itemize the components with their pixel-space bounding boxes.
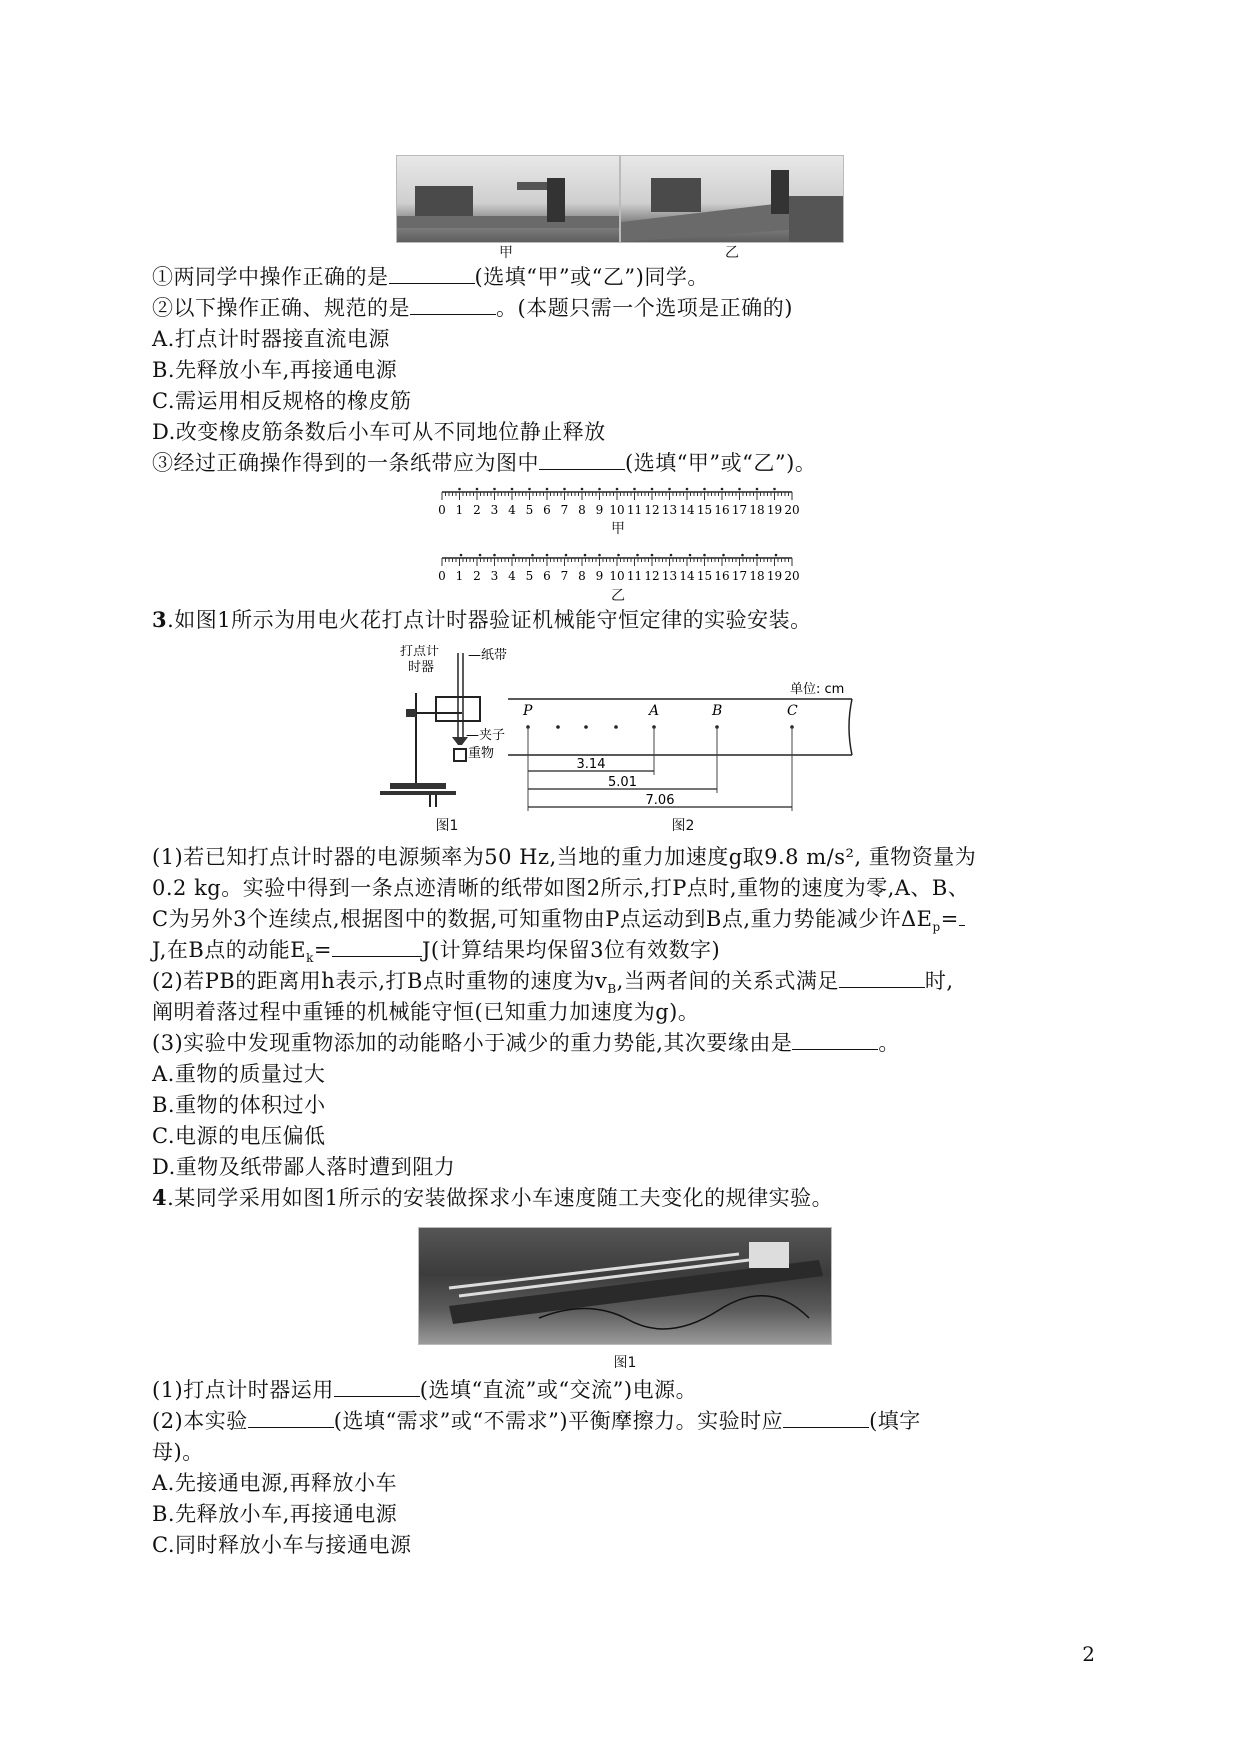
- tape-dot: [651, 554, 654, 557]
- answer-blank[interactable]: [410, 294, 496, 315]
- fig1-tape-label: —纸带: [468, 648, 508, 663]
- answer-blank[interactable]: [783, 1407, 869, 1428]
- tape-tick-label: 17: [731, 569, 748, 583]
- tape-dot: [651, 488, 654, 491]
- tape-tick-label: 2: [473, 503, 481, 517]
- tape-tick-label: 16: [714, 569, 730, 583]
- fig1-weight-label: 重物: [468, 746, 495, 761]
- q3-p2-l1: (2)若PB的距离用h表示,打B点时重物的速度为$v_B$,当两者间的关系式满足 时,: [152, 969, 954, 997]
- tape-tick-label: 9: [595, 503, 604, 517]
- paper-tapes: [436, 482, 806, 598]
- tape-tick-label: 10: [609, 569, 625, 583]
- tape-dot: [741, 554, 744, 557]
- q4-p2: (2)本实验 (选填“需求”或“不需求”)平衡摩擦力。实验时应 (填字: [152, 1409, 921, 1433]
- tape-dot: [528, 488, 531, 491]
- q4-option-b: B.先释放小车,再接通电源: [152, 1502, 398, 1526]
- q4-fig-caption: 图1: [613, 1355, 637, 1371]
- fig2-point-label-a: A: [649, 703, 660, 719]
- tape-tick-label: 2: [473, 569, 481, 583]
- tape-dot: [703, 488, 706, 491]
- tape-dot: [476, 488, 479, 491]
- answer-blank[interactable]: [539, 449, 625, 470]
- tape-dot: [668, 488, 671, 491]
- tape-dot: [458, 488, 461, 491]
- tape-dot: [563, 488, 566, 491]
- tape-dot: [531, 554, 534, 557]
- q3-p1-l2: 0.2 kg。实验中得到一条点迹清晰的纸带如图2所示,打P点时,重物的速度为零,A、B、: [152, 876, 970, 900]
- tape-dot: [584, 554, 587, 557]
- tape-tick-label: 15: [696, 503, 713, 517]
- tape-dot: [756, 488, 759, 491]
- tape-dot: [686, 488, 689, 491]
- fig2-dot: [614, 725, 618, 729]
- tape-tick-label: 11: [626, 503, 643, 517]
- tape-tick-label: 15: [696, 569, 713, 583]
- fig2-dot: [556, 725, 560, 729]
- q2-line1: ①两同学中操作正确的是 (选填“甲”或“乙”)同学。: [152, 265, 709, 289]
- answer-blank[interactable]: [792, 1029, 878, 1050]
- answer-blank[interactable]: [332, 936, 422, 957]
- tape-tick-label: 14: [679, 503, 695, 517]
- tape-tick-label: 1: [455, 569, 464, 583]
- fig2-point-label-c: C: [787, 703, 798, 719]
- tape-dot: [546, 488, 549, 491]
- tape-dot: [460, 554, 463, 557]
- tape-dot: [773, 488, 776, 491]
- tape-tick-label: 3: [490, 503, 499, 517]
- answer-blank[interactable]: [334, 1376, 420, 1397]
- q2-option-b: B.先释放小车,再接通电源: [152, 358, 398, 382]
- tape-tick-label: 17: [731, 503, 748, 517]
- answer-blank[interactable]: [839, 967, 925, 988]
- answer-blank[interactable]: [389, 263, 475, 284]
- tape-tick-label: 16: [714, 503, 730, 517]
- q4-p2-l2: 母)。: [152, 1440, 204, 1464]
- tape-tick-label: 1: [455, 503, 464, 517]
- fig2-distance-label: 7.06: [645, 793, 675, 808]
- tape-tick-label: 0: [438, 569, 446, 583]
- fig1-timer-label: 打点计: [400, 645, 440, 659]
- tape-dot: [565, 554, 568, 557]
- tape-dot: [775, 554, 778, 557]
- tape-dot: [722, 554, 725, 557]
- tape-tick-label: 18: [749, 503, 765, 517]
- tape-tick-label: 12: [644, 503, 660, 517]
- q3-option-a: A.重物的质量过大: [152, 1062, 326, 1086]
- tape-dot: [721, 488, 724, 491]
- q4-p1: (1)打点计时器运用 (选填“直流”或“交流”)电源。: [152, 1378, 698, 1402]
- q3-option-c: C.电源的电压偏低: [152, 1124, 326, 1148]
- q3-option-b: B.重物的体积过小: [152, 1093, 326, 1117]
- tape-tick-label: 13: [661, 569, 678, 583]
- q4-stem: 4.某同学采用如图1所示的安装做探求小车速度随工夫变化的规律实验。: [152, 1185, 834, 1210]
- tape-tick-label: 4: [508, 569, 516, 583]
- tape-tick-label: 11: [626, 569, 643, 583]
- tape-dot: [689, 554, 692, 557]
- tape-dot: [581, 488, 584, 491]
- fig1-clip-label: —夹子: [466, 728, 506, 743]
- tape-dot: [616, 488, 619, 491]
- tape-dot: [670, 554, 673, 557]
- q3-stem: 3.如图1所示为用电火花打点计时器验证机械能守恒定律的实验安装。: [152, 607, 812, 632]
- fig2-distance-label: 5.01: [608, 775, 637, 790]
- fig1-caption-label: 图1: [435, 818, 459, 834]
- tape-dot: [617, 554, 620, 557]
- answer-blank[interactable]: [959, 905, 965, 926]
- q4-photo: [418, 1227, 832, 1345]
- tape-tick-label: 20: [784, 569, 800, 583]
- tape-tick-label: 13: [661, 503, 678, 517]
- tape-dot: [633, 488, 636, 491]
- tape-dot: [703, 554, 706, 557]
- tape-tick-label: 20: [784, 503, 800, 517]
- tape-tick-label: 18: [749, 569, 765, 583]
- tape-tick-label: 3: [490, 569, 499, 583]
- q3-p3: (3)实验中发现重物添加的动能略小于减少的重力势能,其次要缘由是 。: [152, 1031, 900, 1055]
- tape-dot: [479, 554, 482, 557]
- tape-tick-label: 8: [578, 503, 586, 517]
- q2-line3: ③经过正确操作得到的一条纸带应为图中 (选填“甲”或“乙”)。: [152, 451, 817, 475]
- tape-tick-label: 8: [578, 569, 586, 583]
- q4-option-a: A.先接通电源,再释放小车: [152, 1471, 398, 1495]
- tape-dot: [493, 488, 496, 491]
- fig1-timer-label-2: 时器: [408, 660, 435, 675]
- tape-dot: [511, 488, 514, 491]
- fig2-dot: [584, 725, 588, 729]
- tape-b-label: 乙: [611, 588, 625, 604]
- answer-blank[interactable]: [248, 1407, 334, 1428]
- photo-a: [396, 155, 620, 243]
- fig2-unit: 单位: cm: [790, 682, 845, 697]
- tape-tick-label: 9: [595, 569, 604, 583]
- q2-option-c: C.需运用相反规格的橡皮筋: [152, 389, 412, 413]
- tape-tick-label: 7: [560, 569, 569, 583]
- fig2-distance-label: 3.14: [576, 757, 606, 772]
- tape-dot: [546, 554, 549, 557]
- page-number: 2: [1082, 1642, 1095, 1666]
- q3-p1-l3: C为另外3个连续点,根据图中的数据,可知重物由P点运动到B点,重力势能减少许$\Delta E_p=$: [152, 904, 965, 942]
- tape-tick-label: 6: [543, 503, 551, 517]
- tape-dot: [756, 554, 759, 557]
- tape-tick-label: 5: [525, 569, 534, 583]
- fig2-caption: 图2: [671, 818, 695, 834]
- tape-dot: [636, 554, 639, 557]
- q4-option-c: C.同时释放小车与接通电源: [152, 1533, 412, 1557]
- q2-option-d: D.改变橡皮筋条数后小车可从不同地位静止释放: [152, 420, 606, 444]
- tape-tick-label: 5: [525, 503, 534, 517]
- tape-dot: [598, 554, 601, 557]
- q2-option-a: A.打点计时器接直流电源: [152, 327, 390, 351]
- photo-b-drawing: [621, 156, 843, 242]
- photo-b-label: 乙: [725, 245, 739, 261]
- photo-b: [620, 155, 844, 243]
- tape-tick-label: 6: [543, 569, 551, 583]
- q2-line2: ②以下操作正确、规范的是 。(本题只需一个选项是正确的): [152, 296, 793, 320]
- q3-p1-l4: J,在B点的动能$E_k= J$(计算结果均保留3位有效数字): [152, 938, 721, 966]
- q3-p1-l1: (1)若已知打点计时器的电源频率为50 Hz,当地的重力加速度g取9.8 m/s², 重物资量为: [152, 845, 977, 869]
- q3-figure: [380, 645, 860, 815]
- q4-photo-drawing: [419, 1228, 831, 1344]
- tape-tick-label: 4: [508, 503, 516, 517]
- tape-dot: [598, 488, 601, 491]
- photo-a-label: 甲: [499, 245, 513, 261]
- q3-p2-l2: 阐明着落过程中重锤的机械能守恒(已知重力加速度为g)。: [152, 1000, 700, 1024]
- tape-a-label: 甲: [611, 521, 625, 537]
- fig2-point-label-b: B: [712, 703, 723, 719]
- photo-a-drawing: [397, 156, 619, 242]
- tape-tick-label: 10: [609, 503, 625, 517]
- tape-tick-label: 12: [644, 569, 660, 583]
- tape-tick-label: 19: [766, 569, 783, 583]
- tape-tick-label: 7: [560, 503, 569, 517]
- tape-dot: [738, 488, 741, 491]
- tape-tick-label: 19: [766, 503, 783, 517]
- fig2-point-label-p: P: [523, 703, 533, 719]
- tape-tick-label: 0: [438, 503, 446, 517]
- tape-dot: [493, 554, 496, 557]
- tape-tick-label: 14: [679, 569, 695, 583]
- tape-dot: [512, 554, 515, 557]
- q3-option-d: D.重物及纸带鄙人落时遭到阻力: [152, 1155, 456, 1179]
